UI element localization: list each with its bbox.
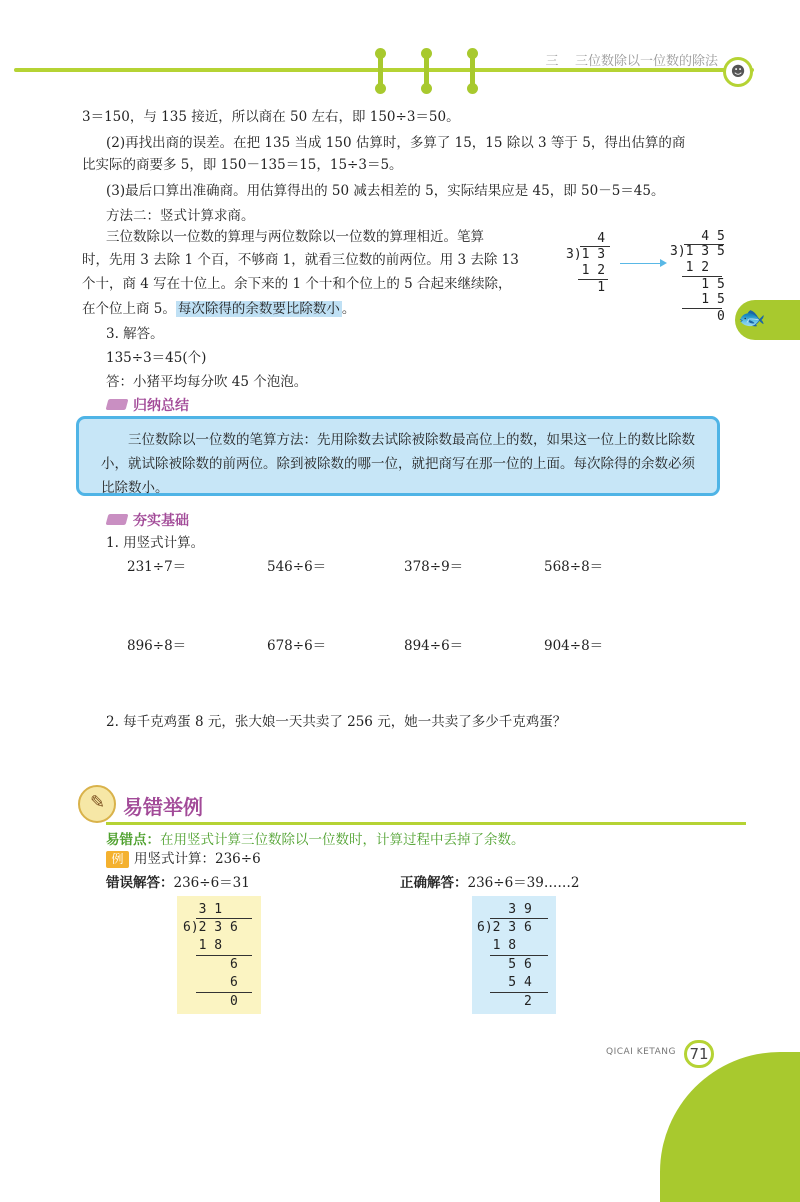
division-row: 1 5 (670, 277, 725, 292)
goat-mascot-icon: ☻ (723, 57, 753, 87)
footer-brand: QICAI KETANG (606, 1047, 676, 1057)
arrow-head-icon (660, 259, 667, 267)
body-line: 答：小猪平均每分吹 45 个泡泡。 (106, 374, 308, 390)
wrong-answer (106, 872, 250, 894)
body-line: 比实际的商要多 5，即 150－135＝15，15÷3＝5。 (82, 157, 403, 173)
exercise-item: 678÷6＝ (267, 638, 327, 654)
example-text: 用竖式计算：236÷6 (134, 851, 261, 867)
right-answer (400, 872, 579, 894)
corner-decoration (660, 1052, 800, 1202)
division-row: 3)1 3 (566, 247, 606, 262)
division-row: 4 5 (670, 229, 725, 244)
summary-title: 归纳总结 (133, 398, 189, 414)
exercise-item: 896÷8＝ (127, 638, 187, 654)
error-tip (106, 828, 525, 848)
division-row: 5 4 (477, 975, 532, 990)
division-row: 6)2 3 6 (477, 920, 532, 935)
division-row: 1 2 (670, 260, 710, 275)
book-icon (106, 399, 129, 410)
division-row: 3)1 3 5 (670, 244, 725, 259)
body-line: 个十，商 4 写在十位上。余下来的 1 个十和个位上的 5 合起来继续除， (82, 276, 512, 292)
division-row: 6 (183, 957, 238, 972)
body-line: (3)最后口算出准确商。用估算得出的 50 减去相差的 5，实际结果应是 45，即 50－5＝45。 (106, 183, 665, 199)
division-row: 1 2 (566, 263, 606, 278)
binder-pin-icon (424, 52, 429, 90)
division-bar (490, 955, 548, 956)
exercise-item: 904÷8＝ (544, 638, 604, 654)
division-row: 1 8 (477, 938, 517, 953)
fish-icon: 🐟 (738, 306, 766, 331)
body-line: 方法二：竖式计算求商。 (106, 208, 255, 224)
body-text: 在个位上商 5。 (82, 301, 176, 317)
wrong-label: 错误解答： (106, 875, 174, 891)
arrow-icon (620, 263, 662, 264)
right-text: 236÷6＝39……2 (467, 875, 580, 891)
summary-text: 三位数除以一位数的笔算方法：先用除数去试除被除数最高位上的数，如果这一位上的数比除数小，就试除被除数的前两位。除到被除数的哪一位，就把商写在那一位的上面。每次除得的余数必须比除数小。 (101, 432, 695, 496)
exercise-item: 568÷8＝ (544, 559, 604, 575)
example-badge: 例 (106, 851, 129, 868)
division-row: 1 8 (183, 938, 223, 953)
division-row: 0 (670, 309, 725, 324)
exercise-item: 231÷7＝ (127, 559, 187, 575)
division-bar (490, 918, 548, 919)
body-line: 三位数除以一位数的算理与两位数除以一位数的算理相近。笔算 (106, 229, 484, 245)
thought-icon: ✎ (90, 792, 106, 813)
division-bar (196, 992, 252, 993)
body-line: 时，先用 3 去除 1 个百，不够商 1，就看三位数的前两位。用 3 去除 13 (82, 252, 519, 268)
division-row: 6)2 3 6 (183, 920, 238, 935)
tip-text: 在用竖式计算三位数除以一位数时，计算过程中丢掉了余数。 (160, 832, 525, 848)
division-bar (196, 918, 252, 919)
highlighted-text: 每次除得的余数要比除数小 (177, 301, 340, 317)
division-row: 3 9 (477, 902, 532, 917)
division-row: 1 (566, 280, 606, 295)
body-line: 3＝150，与 135 接近，所以商在 50 左右，即 150÷3＝50。 (82, 109, 460, 125)
page-number: 71 (684, 1040, 714, 1068)
body-line (82, 298, 355, 320)
body-text: 。 (341, 301, 356, 317)
binder-pin-icon (470, 52, 475, 90)
practice-title: 夯实基础 (133, 513, 189, 529)
body-line: 135÷3＝45(个) (106, 350, 207, 366)
division-row: 6 (183, 975, 238, 990)
division-row: 3 1 (183, 902, 223, 917)
division-bar (196, 955, 252, 956)
body-line: (2)再找出商的误差。在把 135 当成 150 估算时，多算了 15，15 除以 3 等于 5，得出估算的商 (106, 135, 686, 151)
question-2: 2. 每千克鸡蛋 8 元，张大娘一天共卖了 256 元，她一共卖了多少千克鸡蛋？ (106, 714, 567, 730)
summary-box (76, 416, 720, 496)
question-1: 1. 用竖式计算。 (106, 535, 205, 551)
division-bar (490, 992, 548, 993)
division-row: 4 (566, 231, 606, 246)
exercise-item: 378÷9＝ (404, 559, 464, 575)
exercise-item: 894÷6＝ (404, 638, 464, 654)
exercise-item: 546÷6＝ (267, 559, 327, 575)
division-row: 0 (183, 994, 238, 1009)
errors-rule (106, 822, 746, 825)
book-icon (106, 514, 129, 525)
tip-label: 易错点： (106, 832, 160, 848)
errors-title: 易错举例 (123, 795, 203, 819)
division-row: 2 (477, 994, 532, 1009)
wrong-text: 236÷6＝31 (173, 875, 250, 891)
right-label: 正确解答： (400, 875, 468, 891)
division-row: 1 5 (670, 292, 725, 307)
division-row: 5 6 (477, 957, 532, 972)
chapter-title: 三 三位数除以一位数的除法 (545, 54, 718, 69)
body-line: 3. 解答。 (106, 326, 164, 342)
binder-pin-icon (378, 52, 383, 90)
